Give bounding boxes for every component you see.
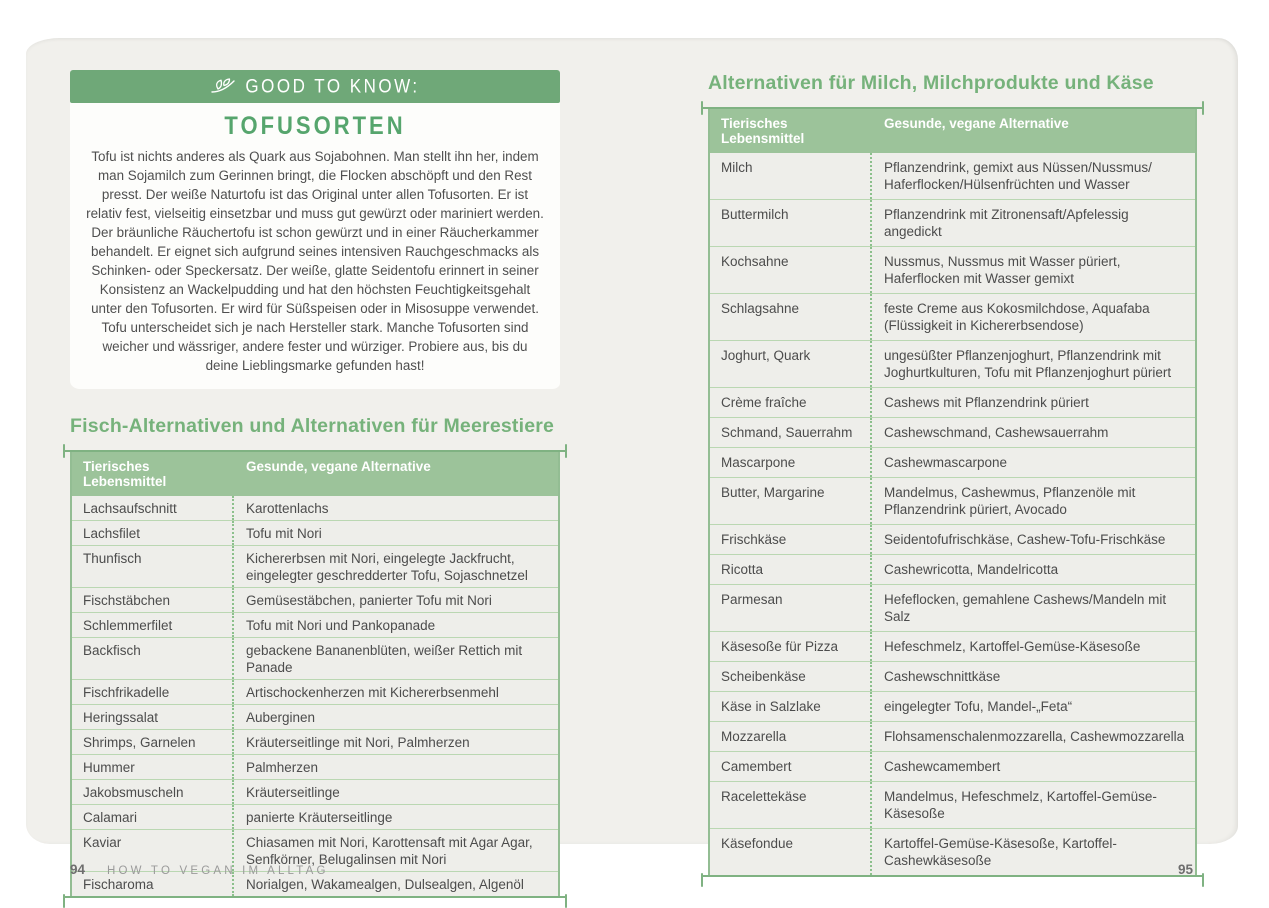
- table-body: [72, 496, 558, 896]
- vegan-alternative-cell: Kräuterseitlinge: [232, 780, 558, 804]
- animal-product-cell: Shrimps, Garnelen: [83, 734, 196, 750]
- table-row: [710, 631, 1195, 661]
- animal-product-cell: Schmand, Sauerrahm: [721, 425, 853, 440]
- table-bottom-rule: [63, 896, 567, 898]
- table-row: [710, 340, 1195, 387]
- animal-product-cell: Lachsaufschnitt: [83, 500, 177, 516]
- vegan-alternative-cell: Kartoffel-Gemüse-Käsesoße, Kartoffel-Cashewkäsesoße: [870, 829, 1195, 875]
- table-row: [710, 584, 1195, 631]
- table-row: [72, 679, 558, 704]
- vegan-alternative-cell: Karottenlachs: [232, 496, 558, 520]
- table-header-row: [72, 452, 558, 496]
- table-row: [710, 477, 1195, 524]
- table-row: [710, 751, 1195, 781]
- animal-product-cell: Käsesoße für Pizza: [721, 639, 839, 654]
- page-right: [708, 70, 1197, 877]
- animal-product-cell: Backfisch: [83, 642, 141, 658]
- section-heading-fish-alternatives: Fisch-Alternativen und Alternativen für Meerestiere: [70, 415, 555, 437]
- vegan-alternative-cell: Cashewschmand, Cashewsauerrahm: [870, 418, 1195, 447]
- book-title: HOW TO VEGAN IM ALLTAG: [107, 865, 329, 877]
- infobox-title: TOFUSORTEN: [224, 111, 406, 140]
- table-row: [72, 520, 558, 545]
- table-row: [72, 637, 558, 679]
- animal-product-cell: Parmesan: [721, 592, 783, 607]
- vegan-alternative-cell: Hefeflocken, gemahlene Cashews/Mandeln mit Salz: [870, 585, 1195, 631]
- table-row: [710, 524, 1195, 554]
- table-row: [72, 729, 558, 754]
- vegan-alternative-cell: Flohsamenschalenmozzarella, Cashewmozzarella: [870, 722, 1195, 751]
- animal-product-cell: Camembert: [721, 759, 792, 774]
- table-header-alternative: Gesunde, vegane Alternative: [246, 459, 431, 474]
- vegan-alternative-cell: Mandelmus, Cashewmus, Pflanzenöle mit Pflanzendrink püriert, Avocado: [870, 478, 1195, 524]
- animal-product-cell: Heringssalat: [83, 709, 159, 725]
- table-row: [710, 447, 1195, 477]
- animal-product-cell: Calamari: [83, 809, 138, 825]
- page-number-left: 94: [70, 862, 86, 877]
- table-row: [710, 199, 1195, 246]
- vegan-alternative-cell: Auberginen: [232, 705, 558, 729]
- table-row: [710, 554, 1195, 584]
- animal-product-cell: Milch: [721, 160, 753, 175]
- table-row: [710, 721, 1195, 751]
- vegan-alternative-cell: Tofu mit Nori und Pankopanade: [232, 613, 558, 637]
- vegan-alternative-cell: Tofu mit Nori: [232, 521, 558, 545]
- table-bottom-rule: [701, 875, 1204, 877]
- table-row: [710, 293, 1195, 340]
- animal-product-cell: Buttermilch: [721, 207, 789, 222]
- vegan-alternative-cell: Cashewmascarpone: [870, 448, 1195, 477]
- vegan-alternative-cell: Cashewcamembert: [870, 752, 1195, 781]
- vegan-alternative-cell: Kichererbsen mit Nori, eingelegte Jackfrucht, eingelegter geschredderter Tofu, Sojaschnetzel: [232, 546, 558, 587]
- footer-left: [70, 862, 329, 877]
- table-body: [710, 153, 1195, 875]
- animal-product-cell: Fischaroma: [83, 876, 154, 892]
- table-row: [72, 779, 558, 804]
- page-number-right: 95: [1178, 862, 1194, 877]
- vegan-alternative-cell: panierte Kräuterseitlinge: [232, 805, 558, 829]
- animal-product-cell: Kochsahne: [721, 254, 789, 269]
- vegan-alternative-cell: Cashewschnittkäse: [870, 662, 1195, 691]
- table-row: [72, 612, 558, 637]
- animal-product-cell: Lachsfilet: [83, 525, 141, 541]
- table-row: [710, 417, 1195, 447]
- vegan-alternative-cell: Kräuterseitlinge mit Nori, Palmherzen: [232, 730, 558, 754]
- vegan-alternative-cell: Cashews mit Pflanzendrink püriert: [870, 388, 1195, 417]
- animal-product-cell: Schlemmerfilet: [83, 617, 173, 633]
- table-row: [72, 754, 558, 779]
- animal-product-cell: Racelettekäse: [721, 789, 807, 804]
- animal-product-cell: Butter, Margarine: [721, 485, 825, 500]
- animal-product-cell: Scheibenkäse: [721, 669, 806, 684]
- leaf-icon: [210, 78, 236, 95]
- animal-product-cell: Thunfisch: [83, 550, 142, 566]
- table-row: [72, 587, 558, 612]
- table-header-animal: Tierisches Lebensmittel: [721, 116, 805, 146]
- table-row: [710, 691, 1195, 721]
- page-left: [70, 70, 560, 898]
- animal-product-cell: Ricotta: [721, 562, 764, 577]
- table-row: [710, 246, 1195, 293]
- animal-product-cell: Hummer: [83, 759, 135, 775]
- table-row: [710, 828, 1195, 875]
- animal-product-cell: Crème fraîche: [721, 395, 807, 410]
- vegan-alternative-cell: Cashewricotta, Mandelricotta: [870, 555, 1195, 584]
- table-header-animal: Tierisches Lebensmittel: [83, 459, 167, 489]
- section-heading-milk-alternatives: Alternativen für Milch, Milchprodukte und Käse: [708, 72, 1154, 94]
- vegan-alternative-cell: Gemüsestäbchen, panierter Tofu mit Nori: [232, 588, 558, 612]
- vegan-alternative-cell: Mandelmus, Hefeschmelz, Kartoffel-Gemüse-Käsesoße: [870, 782, 1195, 828]
- vegan-alternative-cell: Artischockenherzen mit Kichererbsenmehl: [232, 680, 558, 704]
- infobox-banner-label: GOOD TO KNOW:: [245, 75, 420, 97]
- animal-product-cell: Mascarpone: [721, 455, 796, 470]
- vegan-alternative-cell: Pflanzendrink mit Zitronensaft/Apfelessig angedickt: [870, 200, 1195, 246]
- infobox-body-text: Tofu ist nichts anderes als Quark aus Sojabohnen. Man stellt ihn her, indem man Sojamilch zum Gerinnen bringt, die Flocken abschöpft und den Rest presst. Der weiße Naturtofu ist das Original unter allen Tofusorten. Er ist relativ fest, vielseitig einsetzbar und muss gut gewürzt oder mariniert werden. Der bräunliche Räuchertofu ist schon gewürzt und in einer Räucherkammer behandelt. Er eignet sich aufgrund seines intensiven Rauchgeschmacks als Schinken- oder Speckersatz. Der weiße, glatte Seidentofu erinnert in seiner Konsistenz an Wackelpudding und hat den höchsten Feuchtigkeitsgehalt unter den Tofusorten. Er wird für Süßspeisen oder in Misosuppe verwendet. Tofu unterscheidet sich je nach Hersteller stark. Manche Tofusorten sind weicher und wässriger, andere fester und würziger. Probiere aus, bis du deine Lieblingsmarke gefunden hast!: [86, 149, 544, 373]
- animal-product-cell: Käsefondue: [721, 836, 794, 851]
- animal-product-cell: Joghurt, Quark: [721, 348, 811, 363]
- table-top-rule: [701, 107, 1204, 109]
- vegan-alternative-cell: eingelegter Tofu, Mandel-„Feta“: [870, 692, 1195, 721]
- vegan-alternative-cell: ungesüßter Pflanzenjoghurt, Pflanzendrink mit Joghurtkulturen, Tofu mit Pflanzenjoghurt püriert: [870, 341, 1195, 387]
- table-row: [72, 804, 558, 829]
- animal-product-cell: Schlagsahne: [721, 301, 800, 316]
- animal-product-cell: Käse in Salzlake: [721, 699, 821, 714]
- vegan-alternative-cell: Hefeschmelz, Kartoffel-Gemüse-Käsesoße: [870, 632, 1195, 661]
- animal-product-cell: Jakobsmuscheln: [83, 784, 184, 800]
- vegan-alternative-cell: Seidentofufrischkäse, Cashew-Tofu-Frischkäse: [870, 525, 1195, 554]
- table-row: [72, 545, 558, 587]
- vegan-alternative-cell: feste Creme aus Kokosmilchdose, Aquafaba (Flüssigkeit in Kichererbsendose): [870, 294, 1195, 340]
- fish-alternatives-table: [70, 450, 560, 898]
- table-row: [710, 153, 1195, 199]
- animal-product-cell: Fischstäbchen: [83, 592, 171, 608]
- vegan-alternative-cell: Palmherzen: [232, 755, 558, 779]
- animal-product-cell: Fischfrikadelle: [83, 684, 170, 700]
- table-row: [72, 496, 558, 520]
- animal-product-cell: Mozzarella: [721, 729, 787, 744]
- good-to-know-box: [70, 70, 560, 389]
- animal-product-cell: Frischkäse: [721, 532, 787, 547]
- table-header-alternative: Gesunde, vegane Alternative: [884, 116, 1069, 131]
- vegan-alternative-cell: Norialgen, Wakamealgen, Dulsealgen, Algenöl: [232, 872, 558, 896]
- infobox-banner: [70, 70, 560, 103]
- table-header-row: [710, 109, 1195, 153]
- table-row: [710, 661, 1195, 691]
- milk-alternatives-table: [708, 107, 1197, 877]
- animal-product-cell: Kaviar: [83, 834, 122, 850]
- vegan-alternative-cell: gebackene Bananenblüten, weißer Rettich mit Panade: [232, 638, 558, 679]
- vegan-alternative-cell: Nussmus, Nussmus mit Wasser püriert, Haferflocken mit Wasser gemixt: [870, 247, 1195, 293]
- table-row: [710, 781, 1195, 828]
- table-row: [72, 704, 558, 729]
- vegan-alternative-cell: Pflanzendrink, gemixt aus Nüssen/Nussmus/ Haferflocken/Hülsenfrüchten und Wasser: [870, 153, 1195, 199]
- table-row: [710, 387, 1195, 417]
- vegan-alternative-cell: Chiasamen mit Nori, Karottensaft mit Agar Agar, Senfkörner, Belugalinsen mit Nori: [232, 830, 558, 871]
- table-top-rule: [63, 450, 567, 452]
